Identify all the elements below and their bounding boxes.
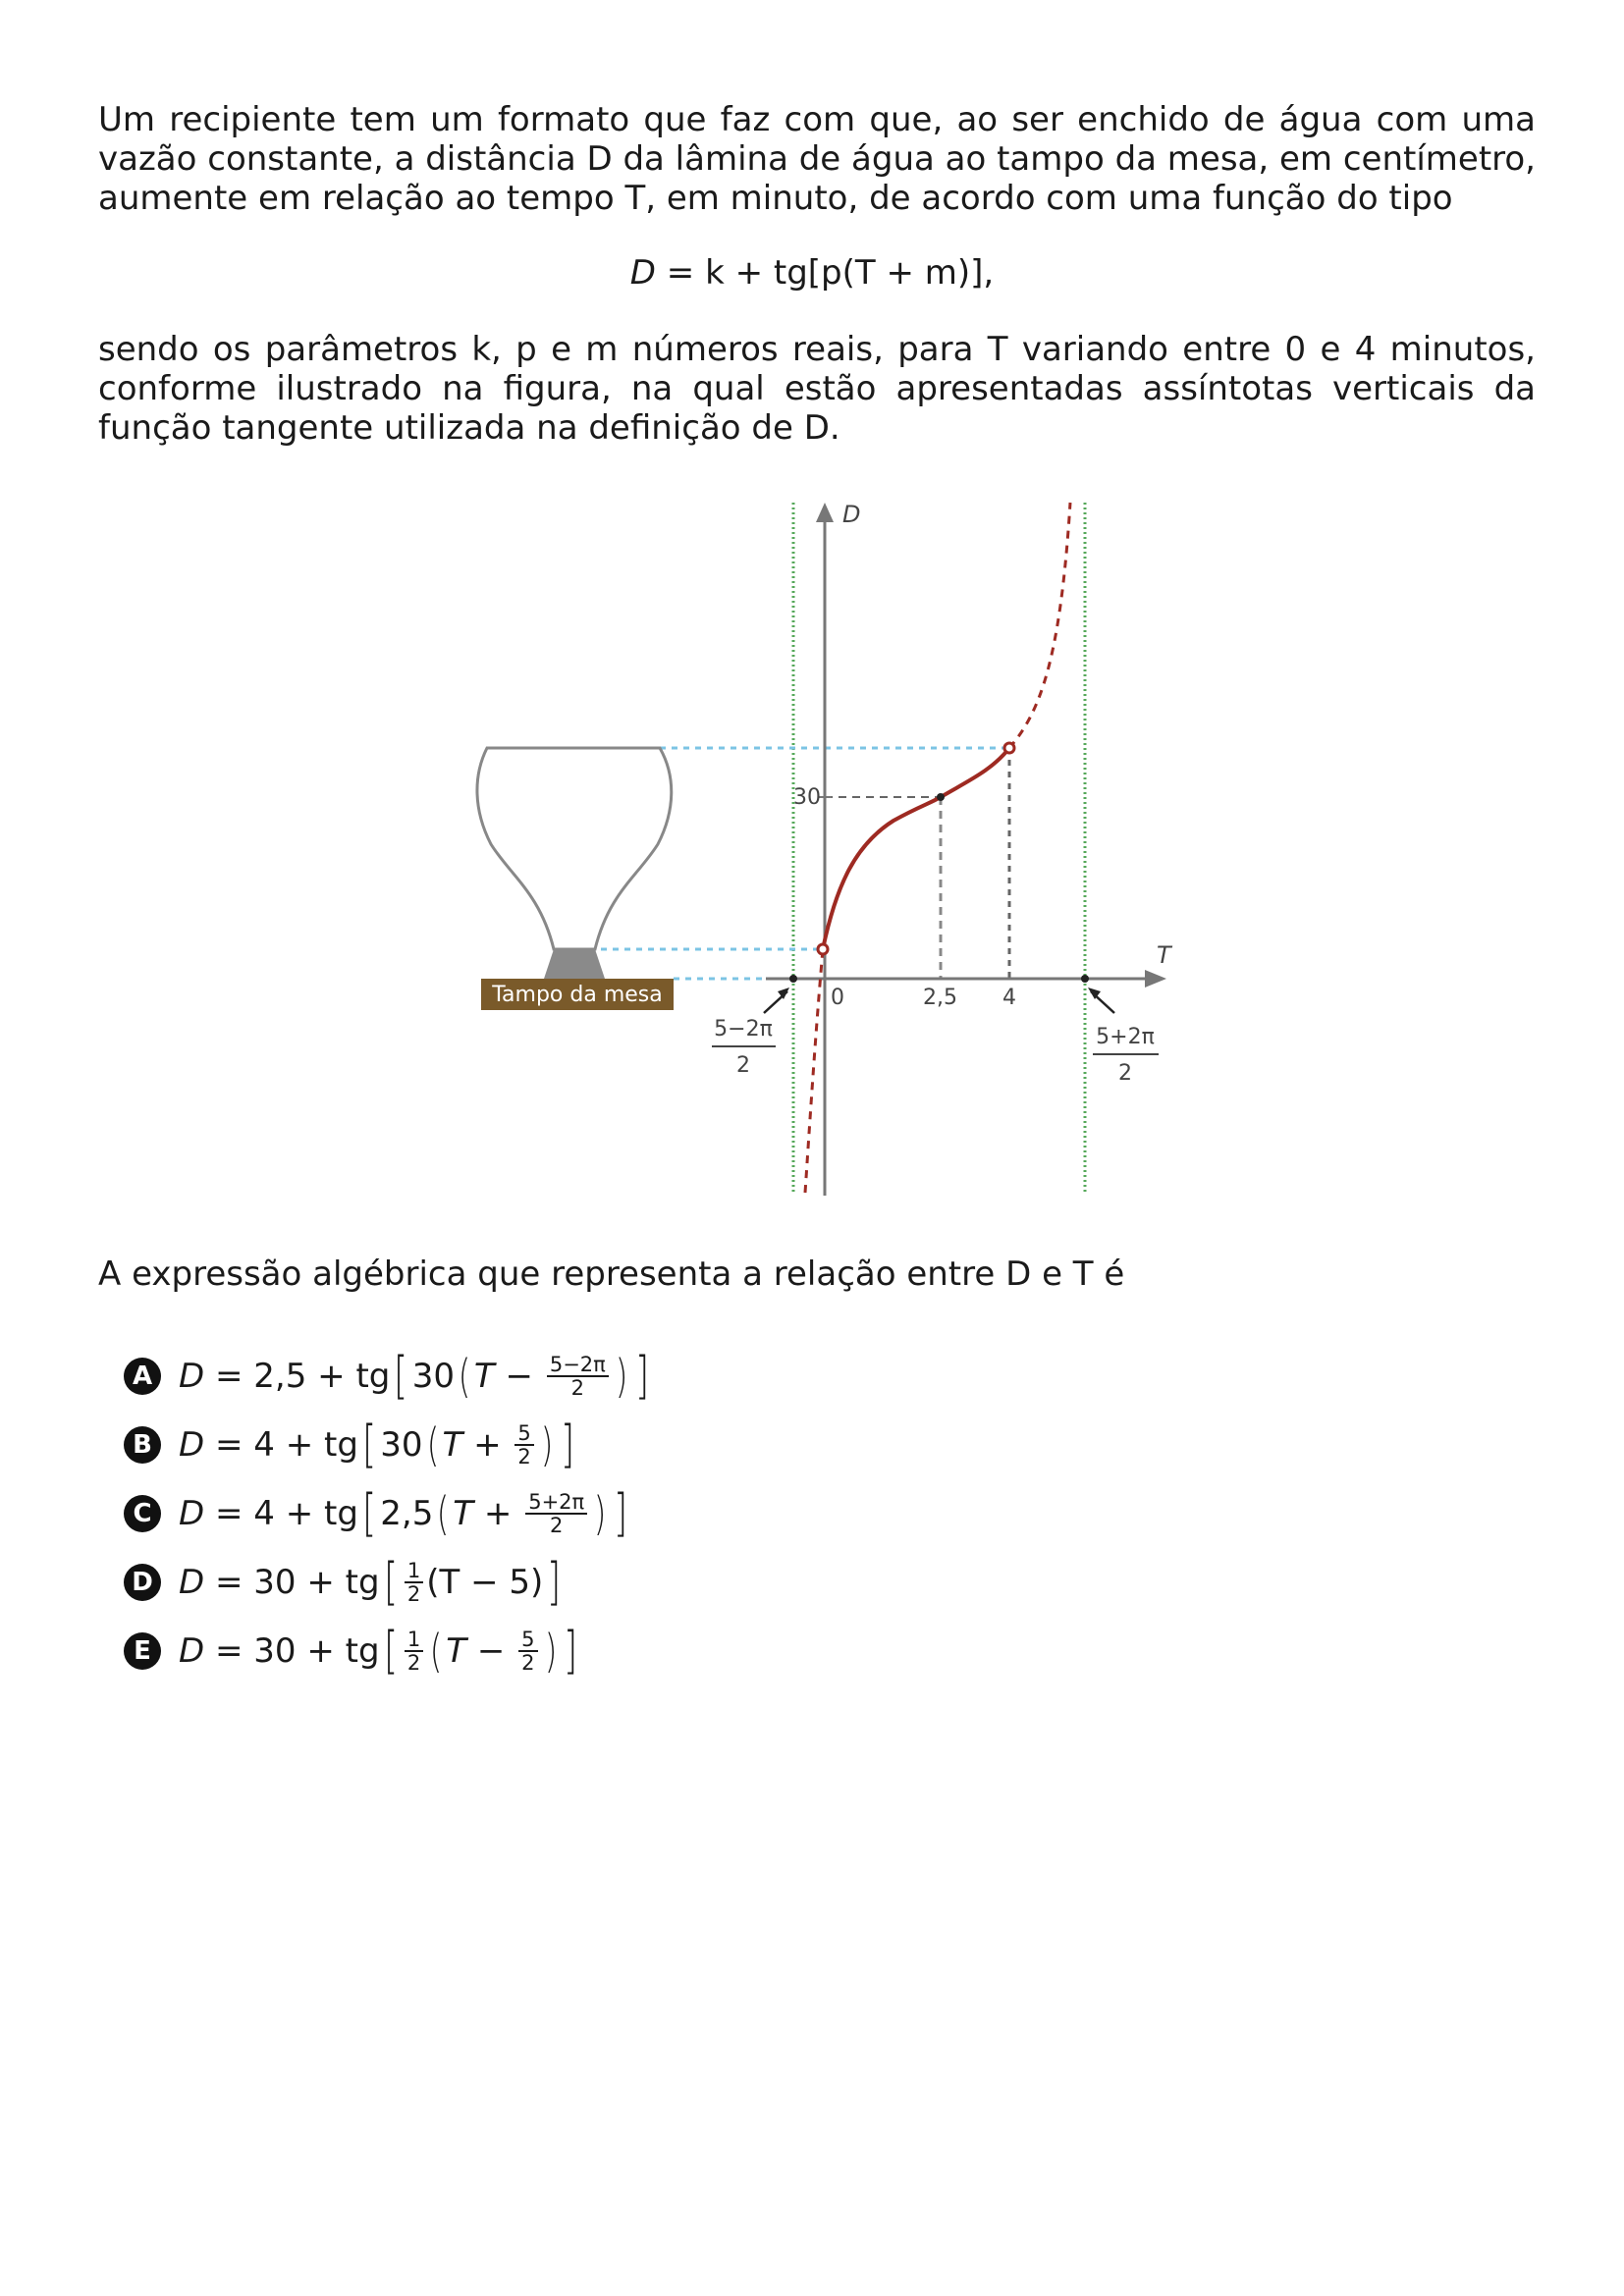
curve-dashed-right [1009,503,1070,748]
closed-point-30 [937,793,945,801]
option-c-sign: + [483,1494,513,1533]
option-d[interactable] [124,1553,566,1612]
vase-base [544,949,605,979]
context-paragraph: sendo os parâmetros k, p e m números reais, para T variando entre 0 e 4 minutos, conforme ilustrado na figura, na qual estão apresentadas assíntotas verticais da função tangente utilizada na definição de D. [98,330,1536,448]
right-asym-den: 2 [1118,1061,1132,1086]
asymptote-right-dot [1081,975,1089,983]
question-text: A expressão algébrica que representa a relação entre D e T é [98,1255,1125,1294]
option-b-expression: D = 4 + tg [ 30 ( T + $\frac{5}{2}$ ) ] [179,1415,574,1474]
option-e-p-den: 2 [406,1651,421,1675]
intro-paragraph: Um recipiente tem um formato que faz com que, ao ser enchido de água com uma vazão constante, a distância D da lâmina de água ao tampo da mesa, em centímetro, aumente em relação ao tempo T, em minuto, de acordo com uma função do tipo [98,100,1536,218]
left-asym-den: 2 [736,1053,750,1078]
option-d-badge: D [124,1564,161,1601]
option-c-m-num: 5+2π [525,1491,587,1515]
option-e-p-num: 1 [405,1629,423,1652]
option-c-badge: C [124,1495,161,1532]
option-c-m-den: 2 [550,1514,564,1537]
option-b[interactable] [124,1415,578,1474]
option-d-expression: D = 30 + tg [ $\frac{1}{2}$ (T − 5) ] [179,1553,562,1612]
option-e-expression: D = 30 + tg [ $\frac{1}{2}$ ( T − $\frac{5}{2}$ ) ] [179,1622,578,1681]
curve-dashed-left [805,949,823,1193]
option-b-m-den: 2 [517,1445,531,1468]
option-e-m-den: 2 [521,1651,535,1675]
y-axis-arrow [816,503,834,522]
table-label: Tampo da mesa [492,983,663,1007]
option-d-p-den: 2 [406,1582,421,1606]
option-b-badge: B [124,1426,161,1464]
option-b-k: 4 [253,1425,275,1465]
option-c-k: 4 [253,1494,275,1533]
option-a-m-num: 5−2π [547,1354,609,1377]
option-d-p-num: 1 [405,1560,423,1583]
tick-label-0: 0 [831,986,844,1010]
option-a-sign: − [505,1357,534,1396]
option-b-p: 30 [380,1425,423,1465]
option-a-p: 30 [411,1357,455,1396]
option-b-m-num: 5 [514,1422,533,1446]
option-d-k: 30 [253,1563,297,1602]
formula-var-d: D [629,253,656,293]
right-asym-num: 5+2π [1096,1025,1155,1049]
curve-solid [823,748,1009,949]
x-axis-arrow [1145,970,1166,988]
open-point-end [1004,743,1014,753]
tick-label-25: 2,5 [923,986,957,1010]
option-e-sign: − [476,1631,506,1671]
option-c-p: 2,5 [380,1494,434,1533]
option-a-m-den: 2 [570,1376,584,1400]
general-formula [0,253,1624,293]
option-a-expression: D = 2,5 + tg [ 30 ( T − $\frac{5-2\pi}{2}$ ) ] [179,1347,650,1406]
open-point-start [818,944,828,954]
option-c[interactable] [124,1484,631,1543]
option-a-k: 2,5 [253,1357,307,1396]
tick-label-4: 4 [1002,986,1016,1010]
axis-label-t: T [1157,941,1171,969]
option-b-sign: + [473,1425,502,1465]
option-a-badge: A [124,1358,161,1395]
left-asym-num: 5−2π [714,1017,773,1041]
tangent-figure [471,491,1178,1207]
option-d-inner: (T − 5) [426,1563,544,1602]
option-e[interactable] [124,1622,582,1681]
option-e-badge: E [124,1632,161,1670]
option-c-expression: D = 4 + tg [ 2,5 ( T + $\frac{5+2\pi}{2}$ ) ] [179,1484,628,1543]
axis-label-d: D [842,501,861,528]
vase-outline [477,748,672,949]
option-e-m-num: 5 [518,1629,537,1652]
tick-label-30: 30 [793,785,821,810]
option-e-k: 30 [253,1631,297,1671]
formula-rest: = k + tg[p(T + m)], [655,253,995,293]
asymptote-left-dot [789,975,797,983]
option-a[interactable] [124,1347,653,1406]
